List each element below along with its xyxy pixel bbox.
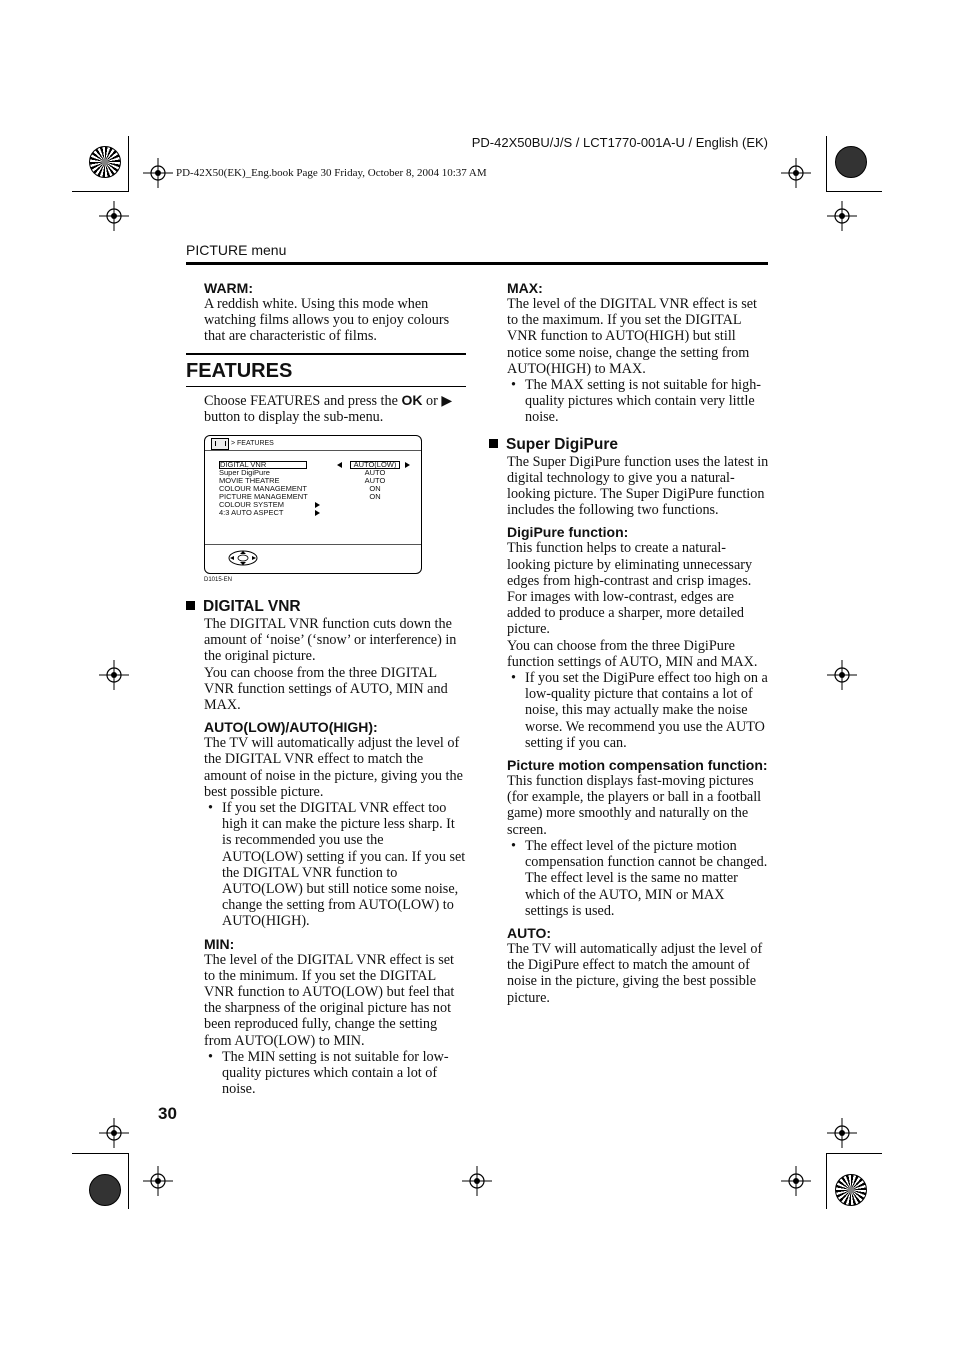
crosshair-icon <box>827 660 857 690</box>
menu-value: AUTO(LOW) <box>350 461 401 469</box>
right-arrow-icon <box>315 502 320 508</box>
min-text: The level of the DIGITAL VNR effect is set to the minimum. If you set the DIGITAL VNR function to AUTO(LOW) but feel that the sharpness of the original picture has not been reproduced fully, change the setting from AUTO(LOW) to MIN. <box>204 951 455 1049</box>
dvnr-paragraph: You can choose from the three DIGITAL VNR function settings of AUTO, MIN and MAX. <box>204 664 448 714</box>
crosshair-icon <box>99 201 129 231</box>
digipure-function-heading: DigiPure function: <box>507 524 629 541</box>
model-number: PD-42X50BU/J/S / LCT1770-001A-U / English (EK) <box>471 135 768 150</box>
menu-tv-icon <box>211 438 229 450</box>
menu-value: AUTO <box>364 476 386 486</box>
digital-vnr-section <box>186 598 466 1097</box>
features-menu-screen <box>204 435 422 574</box>
book-file-line: PD-42X50(EK)_Eng.book Page 30 Friday, October 8, 2004 10:37 AM <box>176 167 487 179</box>
digital-vnr-heading: DIGITAL VNR <box>203 598 301 616</box>
crosshair-icon <box>781 1166 811 1196</box>
menu-item: Super DigiPure <box>219 468 270 478</box>
registration-target-icon <box>835 146 867 178</box>
warm-text: A reddish white. Using this mode when watching films allows you to enjoy colours that are characteristic of films. <box>204 296 450 345</box>
auto2-heading: AUTO: <box>507 924 552 941</box>
section-label: PICTURE menu <box>186 242 287 258</box>
registration-target-icon <box>89 146 121 178</box>
auto2-text: The TV will automatically adjust the level of the DigiPure effect to match the amount of noise in the picture, giving the best possible picture. <box>507 940 763 1006</box>
auto-bullet: • If you set the DIGITAL VNR effect too high it can make the picture less sharp. It is recommended you use the AUTO(LOW) setting if you can. If you set the DIGITAL VNR function to AUTO(LOW) but still notice some noise, change the setting from AUTO(LOW) to AUTO(HIGH). <box>204 800 466 930</box>
menu-item: COLOUR MANAGEMENT <box>219 484 307 494</box>
crosshair-icon <box>99 660 129 690</box>
left-column <box>186 280 466 1098</box>
left-arrow-icon <box>337 462 342 468</box>
auto-text: The TV will automatically adjust the level of the DIGITAL VNR effect to match the amount of noise in the picture, giving you the best possible picture. <box>204 735 463 800</box>
crosshair-icon <box>462 1166 492 1196</box>
dpf-bullet: • If you set the DigiPure effect too high on a low-quality picture that contains a lot of noise, this may actually make the noise worse. We recommend you use the AUTO setting if you can. <box>507 670 769 751</box>
pmc-text: This function displays fast-moving pictures (for example, the players or ball in a football game) more smoothly and naturally on the screen. <box>507 773 762 838</box>
menu-item-list <box>219 461 315 517</box>
square-bullet-icon <box>186 601 195 610</box>
right-column <box>507 280 769 1006</box>
dvnr-paragraph: The DIGITAL VNR function cuts down the amount of ‘noise’ (‘snow’ or interference) in the original picture. <box>204 616 457 665</box>
menu-path: > FEATURES <box>231 440 274 448</box>
dpf-paragraph: This function helps to create a natural-looking picture by eliminating unnecessary edges from high-contrast and crisp images. For images with low-contrast, edges are added to produce a sharper, more detailed picture. <box>507 540 753 638</box>
page-number: 30 <box>158 1104 177 1123</box>
crosshair-icon <box>143 158 173 188</box>
sdp-text: The Super DigiPure function uses the latest in digital technology to give you a natural-looking picture. The Super DigiPure function includes the following two functions. <box>507 453 769 519</box>
auto-heading: AUTO(LOW)/AUTO(HIGH): <box>204 719 378 736</box>
menu-value: ON <box>369 484 381 494</box>
warm-heading: WARM: <box>204 280 253 296</box>
right-arrow-icon <box>315 510 320 516</box>
menu-item: 4:3 AUTO ASPECT <box>219 508 284 518</box>
max-bullet: • The MAX setting is not suitable for high-quality pictures which contain very little noise. <box>507 377 769 426</box>
crosshair-icon <box>827 201 857 231</box>
registration-target-icon <box>835 1174 867 1206</box>
crosshair-icon <box>827 1118 857 1148</box>
max-heading: MAX: <box>507 280 543 296</box>
features-title: FEATURES <box>186 359 293 382</box>
features-heading-block <box>186 353 466 387</box>
super-digipure-heading: Super DigiPure <box>506 435 618 453</box>
menu-item: MOVIE THEATRE <box>219 476 280 486</box>
right-arrow-icon <box>405 462 410 468</box>
menu-value: ON <box>369 492 381 502</box>
registration-target-icon <box>89 1174 121 1206</box>
crosshair-icon <box>99 1118 129 1148</box>
square-bullet-icon <box>489 439 498 448</box>
pmc-heading: Picture motion compensation function: <box>507 757 768 774</box>
menu-value-list <box>345 461 405 501</box>
min-bullet: • The MIN setting is not suitable for low-quality pictures which contain a lot of noise. <box>204 1049 466 1098</box>
pmc-bullet: • The effect level of the picture motion compensation function cannot be changed. The effect level is the same no matter which of the AUTO, MIN or MAX settings is used. <box>507 838 769 919</box>
features-intro: Choose FEATURES and press the OK or ▶ button to display the sub-menu. <box>204 391 453 425</box>
dpf-paragraph: You can choose from the three DigiPure function settings of AUTO, MIN and MAX. <box>507 637 758 670</box>
max-text: The level of the DIGITAL VNR effect is set to the maximum. If you set the DIGITAL VNR function to AUTO(HIGH) but still notice some noise, change the setting from AUTO(HIGH) to MAX. <box>507 296 757 377</box>
crosshair-icon <box>143 1166 173 1196</box>
remote-dpad-icon <box>227 550 259 566</box>
ok-button-glyph: OK <box>401 391 423 408</box>
menu-item: COLOUR SYSTEM <box>219 500 285 510</box>
menu-value: AUTO <box>364 468 386 478</box>
figure-code: D1015-EN <box>204 577 233 584</box>
crosshair-icon <box>781 158 811 188</box>
header-rule <box>186 262 768 265</box>
min-heading: MIN: <box>204 935 235 952</box>
menu-item: PICTURE MANAGEMENT <box>219 492 308 502</box>
menu-item: DIGITAL VNR <box>219 461 307 469</box>
